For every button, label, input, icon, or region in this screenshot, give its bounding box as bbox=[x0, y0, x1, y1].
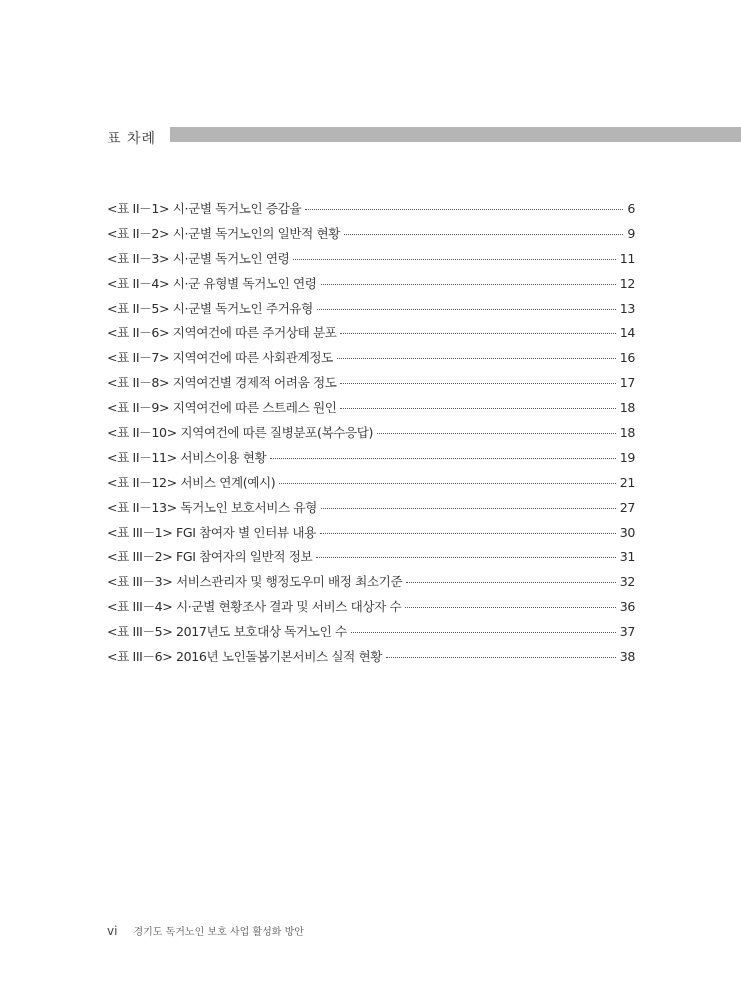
toc-entry-label: <표 II－11> 서비스이용 현황 bbox=[107, 449, 267, 465]
toc-dot-leader bbox=[320, 533, 616, 534]
toc-entry-page-number: 38 bbox=[619, 649, 635, 665]
toc-entry-label: <표 II－8> 지역여건별 경제적 어려움 정도 bbox=[107, 375, 337, 391]
toc-dot-leader bbox=[340, 408, 615, 409]
toc-entry-page-number: 37 bbox=[619, 624, 635, 640]
toc-dot-leader bbox=[321, 284, 616, 285]
toc-entry-page-number: 16 bbox=[619, 350, 635, 366]
toc-entry-label: <표 II－4> 시·군 유형별 독거노인 연령 bbox=[107, 275, 317, 291]
heading-rule-bar bbox=[170, 127, 741, 142]
toc-dot-leader bbox=[351, 632, 616, 633]
toc-entry-label: <표 III－3> 서비스관리자 및 행정도우미 배정 최소기준 bbox=[107, 574, 403, 590]
toc-entry-page-number: 18 bbox=[619, 425, 635, 441]
toc-dot-leader bbox=[406, 582, 616, 583]
toc-entry-label: <표 II－12> 서비스 연계(예시) bbox=[107, 474, 276, 490]
toc-entry[interactable] bbox=[107, 371, 635, 396]
toc-entry-label: <표 III－1> FGI 참여자 별 인터뷰 내용 bbox=[107, 524, 316, 540]
toc-entry-label: <표 III－6> 2016년 노인돌봄기본서비스 실적 현황 bbox=[107, 649, 383, 665]
toc-entry-page-number: 6 bbox=[627, 201, 635, 216]
toc-entry-page-number: 32 bbox=[619, 574, 635, 590]
toc-entry[interactable] bbox=[107, 471, 635, 496]
toc-entry-page-number: 30 bbox=[619, 524, 635, 540]
toc-entry-label: <표 II－1> 시·군별 독거노인 증감율 bbox=[107, 201, 302, 216]
toc-entry-page-number: 13 bbox=[619, 300, 635, 316]
toc-entry[interactable] bbox=[107, 272, 635, 297]
toc-entry-label: <표 II－6> 지역여건에 따른 주거상태 분포 bbox=[107, 325, 337, 341]
toc-entry[interactable] bbox=[107, 545, 635, 570]
toc-entry-label: <표 III－2> FGI 참여자의 일반적 정보 bbox=[107, 549, 313, 565]
toc-entry-page-number: 19 bbox=[619, 449, 635, 465]
toc-entry[interactable] bbox=[107, 396, 635, 421]
toc-entry-label: <표 III－4> 시·군별 현황조사 결과 및 서비스 대상자 수 bbox=[107, 599, 402, 615]
toc-dot-leader bbox=[344, 234, 623, 235]
footer-book-title: 경기도 독거노인 보호 사업 활성화 방안 bbox=[133, 927, 304, 938]
toc-entry-page-number: 36 bbox=[619, 599, 635, 615]
toc-dot-leader bbox=[270, 458, 615, 459]
toc-entry[interactable] bbox=[107, 197, 635, 222]
toc-entry[interactable] bbox=[107, 321, 635, 346]
table-of-tables-list bbox=[107, 197, 635, 670]
toc-dot-leader bbox=[293, 259, 615, 260]
toc-entry[interactable] bbox=[107, 297, 635, 322]
toc-entry[interactable] bbox=[107, 570, 635, 595]
toc-entry-label: <표 II－3> 시·군별 독거노인 연령 bbox=[107, 250, 290, 266]
toc-entry[interactable] bbox=[107, 421, 635, 446]
toc-dot-leader bbox=[317, 309, 616, 310]
toc-entry-label: <표 III－5> 2017년도 보호대상 독거노인 수 bbox=[107, 624, 347, 640]
toc-dot-leader bbox=[405, 607, 616, 608]
toc-entry-label: <표 II－13> 독거노인 보호서비스 유형 bbox=[107, 499, 317, 515]
toc-entry-page-number: 12 bbox=[619, 275, 635, 291]
page-footer bbox=[107, 923, 304, 938]
toc-entry-page-number: 14 bbox=[619, 325, 635, 341]
toc-dot-leader bbox=[377, 433, 616, 434]
toc-dot-leader bbox=[316, 557, 616, 558]
toc-dot-leader bbox=[340, 333, 615, 334]
toc-dot-leader bbox=[321, 508, 616, 509]
toc-entry-label: <표 II－7> 지역여건에 따른 사회관계정도 bbox=[107, 350, 333, 366]
toc-entry-label: <표 II－5> 시·군별 독거노인 주거유형 bbox=[107, 300, 313, 316]
toc-entry[interactable] bbox=[107, 346, 635, 371]
toc-entry[interactable] bbox=[107, 595, 635, 620]
toc-entry-page-number: 31 bbox=[619, 549, 635, 565]
toc-entry-label: <표 II－9> 지역여건에 따른 스트레스 원인 bbox=[107, 400, 337, 416]
toc-dot-leader bbox=[279, 483, 615, 484]
toc-entry-page-number: 11 bbox=[619, 250, 635, 266]
toc-dot-leader bbox=[337, 358, 616, 359]
toc-entry-page-number: 21 bbox=[619, 474, 635, 490]
toc-entry-page-number: 18 bbox=[619, 400, 635, 416]
toc-dot-leader bbox=[340, 383, 615, 384]
toc-entry[interactable] bbox=[107, 247, 635, 272]
footer-page-number: vi bbox=[107, 924, 118, 938]
toc-entry[interactable] bbox=[107, 620, 635, 645]
toc-entry[interactable] bbox=[107, 222, 635, 247]
toc-entry[interactable] bbox=[107, 446, 635, 471]
toc-entry[interactable] bbox=[107, 645, 635, 670]
toc-dot-leader bbox=[305, 209, 623, 210]
toc-entry-label: <표 II－10> 지역여건에 따른 질병분포(복수응답) bbox=[107, 425, 374, 441]
toc-entry-label: <표 II－2> 시·군별 독거노인의 일반적 현황 bbox=[107, 225, 341, 241]
toc-entry[interactable] bbox=[107, 496, 635, 521]
toc-entry-page-number: 27 bbox=[619, 499, 635, 515]
section-heading: 표 차례 bbox=[107, 131, 157, 147]
toc-entry-page-number: 9 bbox=[627, 225, 635, 241]
toc-entry[interactable] bbox=[107, 521, 635, 546]
toc-dot-leader bbox=[386, 657, 616, 658]
toc-entry-page-number: 17 bbox=[619, 375, 635, 391]
